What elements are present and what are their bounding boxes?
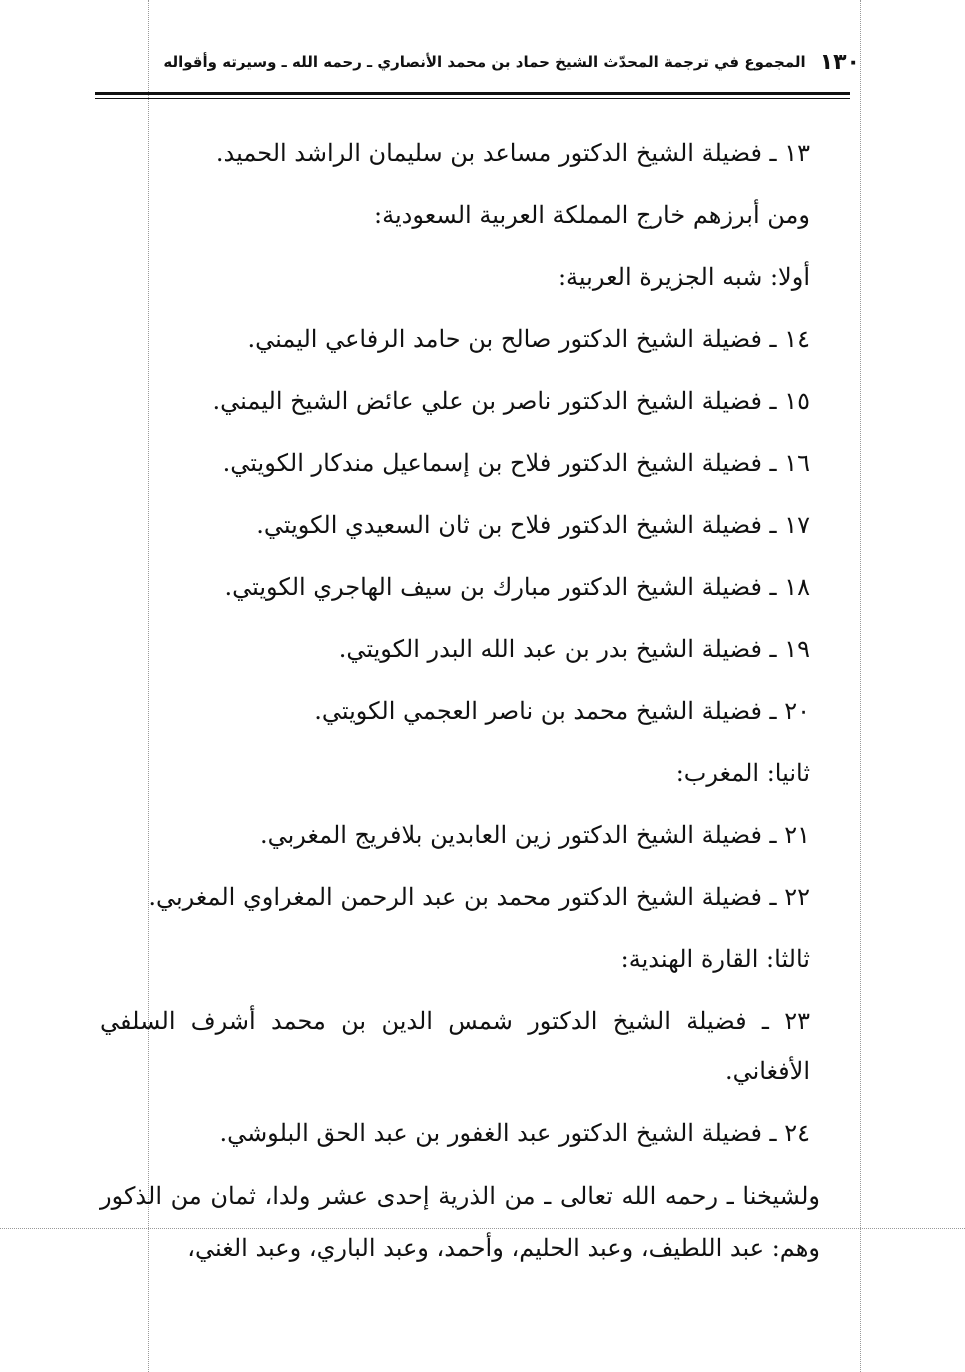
intro-text: ومن أبرزهم خارج المملكة العربية السعودية: (374, 201, 810, 229)
list-item: ١٣ ـ فضيلة الشيخ الدكتور مساعد بن سليمان الراشد الحميد. (215, 139, 810, 167)
header-rule-thin (95, 98, 850, 99)
list-item: ١٥ ـ فضيلة الشيخ الدكتور ناصر بن علي عائض الشيخ اليمني. (212, 387, 810, 415)
list-item: ٢٠ ـ فضيلة الشيخ محمد بن ناصر العجمي الكويتي. (314, 697, 810, 725)
list-item: ٢٣ ـ فضيلة الشيخ الدكتور شمس الدين بن محمد أشرف السلفي الأفغاني. (100, 1007, 810, 1085)
running-title: المجموع في ترجمة المحدّث الشيخ حماد بن محمد الأنصاري ـ رحمه الله ـ وسيرته وأقواله (163, 53, 806, 71)
list-item: ١٨ ـ فضيلة الشيخ الدكتور مبارك بن سيف الهاجري الكويتي. (224, 573, 810, 601)
header-rule (95, 92, 850, 95)
list-item: ١٤ ـ فضيلة الشيخ الدكتور صالح بن حامد الرفاعي اليمني. (247, 325, 810, 353)
list-item: ٢٢ ـ فضيلة الشيخ الدكتور محمد بن عبد الرحمن المغراوي المغربي. (148, 883, 810, 911)
closing-paragraph: ولشيخنا ـ رحمه الله تعالى ـ من الذرية إحدى عشر ولدا، ثمان من الذكور وهم: عبد اللطيف، وعبد الحليم، وأحمد، وعبد الباري، وعبد الغني، (100, 1182, 820, 1262)
page-number: ١٣٠ (819, 49, 860, 75)
list-item: ١٩ ـ فضيلة الشيخ بدر بن عبد الله البدر الكويتي. (338, 635, 810, 663)
list-item: ٢١ ـ فضيلة الشيخ الدكتور زين العابدين بلافريج المغربي. (259, 821, 810, 849)
section-heading: ثانيا: المغرب: (675, 759, 810, 787)
list-item: ٢٤ ـ فضيلة الشيخ الدكتور عبد الغفور بن عبد الحق البلوشي. (219, 1119, 810, 1147)
page-body (100, 128, 820, 1274)
scan-guide-line (860, 0, 861, 1372)
section-heading: ثالثا: القارة الهندية: (620, 945, 810, 973)
page-header (150, 42, 860, 82)
list-item: ١٦ ـ فضيلة الشيخ الدكتور فلاح بن إسماعيل مندكار الكويتي. (222, 449, 810, 477)
section-heading: أولا: شبه الجزيرة العربية: (557, 263, 810, 291)
list-item: ١٧ ـ فضيلة الشيخ الدكتور فلاح بن ثان السعيدي الكويتي. (256, 511, 810, 539)
